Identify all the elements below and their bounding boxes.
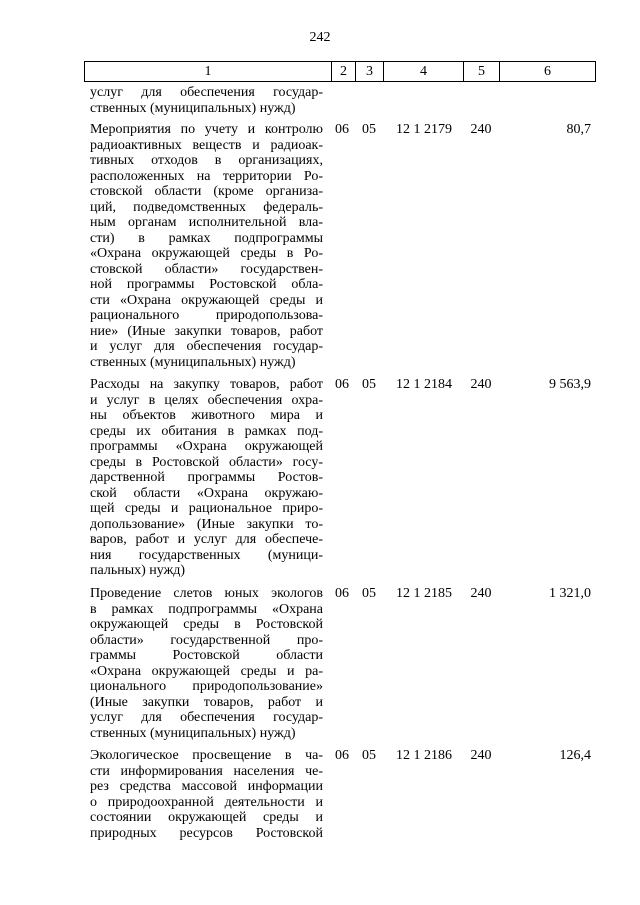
header-col-6: 6 <box>499 62 595 81</box>
target-article-code: 12 1 2185 <box>396 586 452 601</box>
header-col-2: 2 <box>331 62 355 81</box>
row-description <box>90 85 323 116</box>
description-line: рез средства массовой информации <box>90 779 323 794</box>
section-code: 06 <box>335 122 349 137</box>
header-col-3: 3 <box>355 62 383 81</box>
description-line: ственных (муниципальных) нужд) <box>90 354 296 370</box>
description-line: ние» (Иные закупки товаров, работ <box>90 323 323 339</box>
description-line: ций, подведомственных федераль- <box>90 199 323 215</box>
description-line: стовской области (кроме организа- <box>90 184 323 199</box>
description-line: окружающей среды в Ростовской <box>90 617 323 632</box>
amount: 1 321,0 <box>549 586 591 601</box>
description-line: среды в Ростовской области» госу- <box>90 454 323 470</box>
description-line: ционального природопользование» <box>90 679 323 694</box>
description-line: в рамках подпрограммы «Охрана <box>90 601 323 617</box>
description-line: расположенных на территории Ро- <box>90 168 323 184</box>
description-line: допользование» (Иные закупки то- <box>90 516 323 532</box>
description-line: ной программы Ростовской обла- <box>90 277 323 292</box>
expense-type-code: 240 <box>470 377 492 392</box>
description-line: услуг для обеспечения государ- <box>90 85 323 100</box>
description-line: радиоактивных веществ и радиоак- <box>90 137 323 153</box>
description-line: граммы Ростовской области <box>90 648 323 663</box>
subsection-code: 05 <box>362 748 376 763</box>
amount: 126,4 <box>559 748 591 763</box>
section-code: 06 <box>335 377 349 392</box>
row-description <box>90 586 323 741</box>
amount: 80,7 <box>566 122 591 137</box>
description-line: природных ресурсов Ростовской <box>90 825 323 841</box>
description-line: ственных (муниципальных) нужд) <box>90 725 296 741</box>
description-line: ской области «Охрана окружаю- <box>90 485 323 501</box>
description-line: о природоохранной деятельности и <box>90 794 323 810</box>
description-line: сти «Охрана окружающей среды и <box>90 292 323 308</box>
row-description <box>90 748 323 841</box>
expense-type-code: 240 <box>470 748 492 763</box>
table-header <box>84 61 596 82</box>
description-line: услуг для обеспечения государ- <box>90 710 323 725</box>
description-line: Проведение слетов юных экологов <box>90 586 323 601</box>
description-line: ния государственных (муници- <box>90 547 323 563</box>
description-line: «Охрана окружающей среды и ра- <box>90 663 323 679</box>
description-line: программы «Охрана окружающей <box>90 439 323 454</box>
target-article-code: 12 1 2186 <box>396 748 452 763</box>
description-line: стовской области» государствен- <box>90 261 323 277</box>
expense-type-code: 240 <box>470 122 492 137</box>
section-code: 06 <box>335 586 349 601</box>
description-line: сти) в рамках подпрограммы <box>90 230 323 246</box>
page-number: 242 <box>309 30 331 45</box>
description-line: тивных отходов в организациях, <box>90 153 323 168</box>
subsection-code: 05 <box>362 586 376 601</box>
description-line: (Иные закупки товаров, работ и <box>90 694 323 710</box>
section-code: 06 <box>335 748 349 763</box>
description-line: и услуг в целях обеспечения охра- <box>90 392 323 408</box>
description-line: ны объектов животного мира и <box>90 408 323 423</box>
expense-type-code: 240 <box>470 586 492 601</box>
header-col-1: 1 <box>204 64 212 79</box>
description-line: «Охрана окружающей среды в Ро- <box>90 246 323 261</box>
amount: 9 563,9 <box>549 377 591 392</box>
row-description <box>90 377 323 579</box>
header-col-4: 4 <box>383 62 463 81</box>
target-article-code: 12 1 2184 <box>396 377 452 392</box>
target-article-code: 12 1 2179 <box>396 122 452 137</box>
description-line: среды их обитания в рамках под- <box>90 423 323 439</box>
description-line: ственных (муниципальных) нужд) <box>90 100 296 116</box>
description-line: Расходы на закупку товаров, работ <box>90 377 323 392</box>
description-line: дарственной программы Ростов- <box>90 470 323 485</box>
description-line: щей среды и рациональное приро- <box>90 501 323 516</box>
description-line: пальных) нужд) <box>90 563 186 578</box>
description-line: сти информирования населения че- <box>90 763 323 779</box>
subsection-code: 05 <box>362 122 376 137</box>
description-line: варов, работ и услуг для обеспече- <box>90 532 323 547</box>
description-line: Мероприятия по учету и контролю <box>90 122 323 137</box>
description-line: рационального природопользова- <box>90 308 323 323</box>
description-line: состоянии окружающей среды и <box>90 810 323 825</box>
description-line: и услуг для обеспечения государ- <box>90 339 323 354</box>
header-col-5: 5 <box>463 62 499 81</box>
description-line: ным органам исполнительной вла- <box>90 215 323 230</box>
row-description <box>90 122 323 370</box>
description-line: области» государственной про- <box>90 632 323 648</box>
description-line: Экологическое просвещение в ча- <box>90 748 323 763</box>
subsection-code: 05 <box>362 377 376 392</box>
